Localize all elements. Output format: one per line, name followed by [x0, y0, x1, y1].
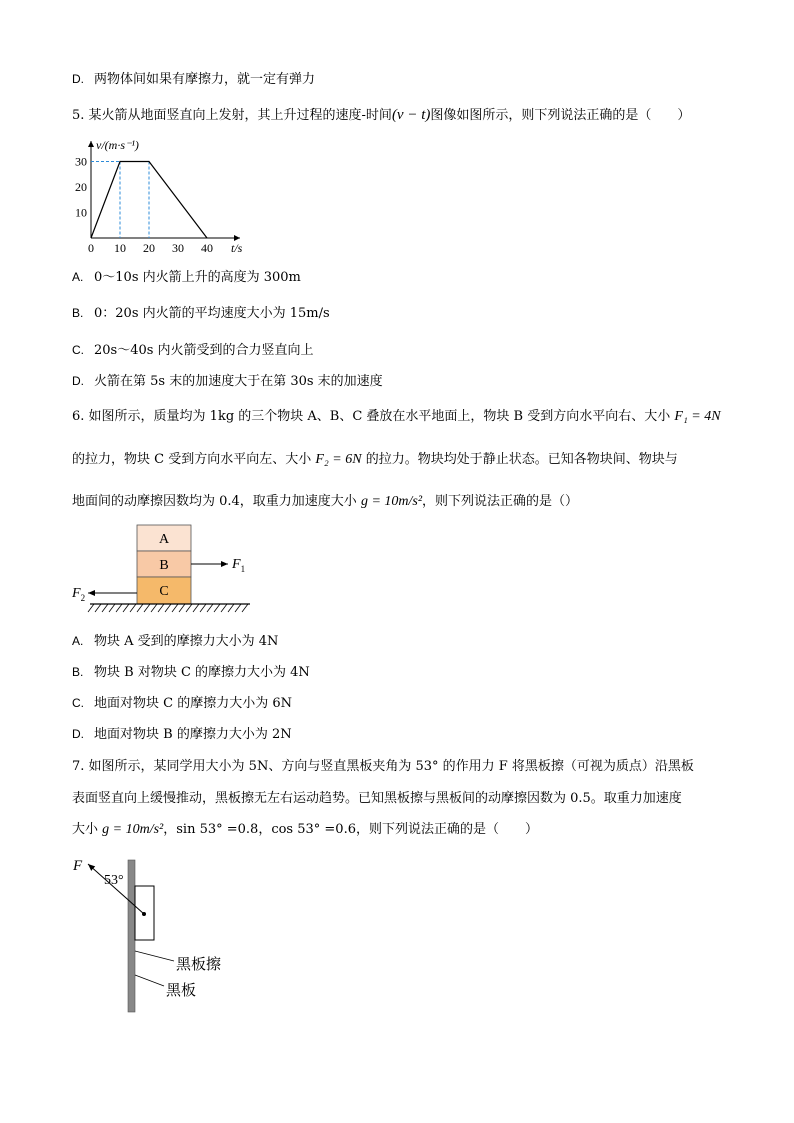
hatch-mark — [116, 604, 122, 612]
q6-eq-f2: F₂ = 6N — [315, 452, 362, 467]
option-label: B. — [72, 306, 84, 320]
option-text: 物块 B 对物块 C 的摩擦力大小为 4N — [94, 665, 310, 680]
q6-eq-f1: F₁ = 4N — [674, 409, 721, 424]
hatch-mark — [144, 604, 150, 612]
x-axis-label: t/s — [231, 241, 243, 255]
option-label: A. — [72, 270, 84, 284]
q6-text: ，则下列说法正确的是（） — [422, 494, 579, 509]
q7-blackboard-figure — [68, 850, 248, 1015]
block-a-label: A — [158, 532, 170, 547]
eraser-label: 黑板擦 — [176, 957, 222, 973]
option-text: 0～10s 内火箭上升的高度为 300m — [94, 270, 301, 285]
hatch-mark — [172, 604, 178, 612]
q5-option-d — [72, 370, 383, 389]
q6-stem-line-1 — [72, 405, 721, 425]
option-label: C. — [72, 696, 84, 710]
q7-text: ，sin 53° =0.8，cos 53° =0.6，则下列说法正确的是（ ） — [163, 822, 538, 837]
q6-option-d — [72, 723, 292, 742]
hatch-mark — [207, 604, 213, 612]
vt-chart — [70, 135, 260, 260]
option-label: D. — [72, 374, 84, 388]
x-tick-label: 10 — [114, 241, 126, 255]
hatch-mark — [193, 604, 199, 612]
force-f-label: F — [73, 858, 83, 874]
hatch-mark — [186, 604, 192, 612]
q7-eq-g: g = 10m/s² — [102, 822, 164, 837]
q5-stem — [72, 104, 690, 124]
q6-blocks-figure — [70, 520, 260, 620]
hatch-mark — [235, 604, 241, 612]
q7-text: 大小 — [72, 822, 99, 837]
q6-text: 6. 如图所示，质量均为 1kg 的三个物块 A、B、C 叠放在水平地面上，物块 B 受到方向水平向右、大小 — [72, 409, 671, 424]
q5-stem-symbol: (v − t) — [391, 107, 431, 123]
hatch-mark — [88, 604, 94, 612]
option-text: 0：20s 内火箭的平均速度大小为 15m/s — [94, 306, 330, 321]
q7-text: 表面竖直向上缓慢推动，黑板擦无左右运动趋势。已知黑板擦与黑板间的动摩擦因数为 0.5。取重力加速度 — [72, 791, 682, 806]
x-tick-label: 20 — [143, 241, 155, 255]
option-text: 两物体间如果有摩擦力，就一定有弹力 — [94, 72, 316, 87]
hatch-mark — [95, 604, 101, 612]
q6-text: 的拉力，物块 C 受到方向水平向左、大小 — [72, 452, 312, 467]
hatch-mark — [137, 604, 143, 612]
x-tick-label: 40 — [201, 241, 213, 255]
block-c-label: C — [159, 584, 169, 599]
q4-option-d — [72, 68, 315, 87]
q6-stem-line-2 — [72, 448, 678, 468]
option-text: 火箭在第 5s 末的加速度大于在第 30s 末的加速度 — [94, 374, 383, 389]
q5-option-c — [72, 339, 314, 358]
hatch-mark — [179, 604, 185, 612]
option-text: 地面对物块 B 的摩擦力大小为 2N — [94, 727, 292, 742]
option-label: A. — [72, 634, 84, 648]
hatch-mark — [109, 604, 115, 612]
blackboard — [128, 860, 135, 1012]
q6-option-b — [72, 661, 310, 680]
option-label: D. — [72, 727, 84, 741]
q6-eq-g: g = 10m/s² — [360, 494, 423, 509]
option-label: C. — [72, 343, 84, 357]
hatch-mark — [221, 604, 227, 612]
q7-text: 7. 如图所示，某同学用大小为 5N、方向与竖直黑板夹角为 53° 的作用力 F 将黑板擦（可视为质点）沿黑板 — [72, 759, 694, 774]
hatch-mark — [165, 604, 171, 612]
hatch-mark — [102, 604, 108, 612]
hatch-mark — [130, 604, 136, 612]
q6-option-a — [72, 630, 278, 649]
option-text: 地面对物块 C 的摩擦力大小为 6N — [94, 696, 292, 711]
x-tick-label: 0 — [88, 241, 94, 255]
ground-hatch — [88, 604, 248, 612]
angle-label: 53° — [104, 873, 124, 888]
hatch-mark — [200, 604, 206, 612]
hatch-mark — [158, 604, 164, 612]
x-tick-label: 30 — [172, 241, 184, 255]
hatch-mark — [123, 604, 129, 612]
q7-stem-line-1 — [72, 755, 694, 774]
q5-option-b — [72, 302, 330, 321]
q7-stem-line-2 — [72, 787, 682, 806]
option-text: 物块 A 受到的摩擦力大小为 4N — [94, 634, 279, 649]
board-label: 黑板 — [166, 983, 197, 999]
q6-text: 地面间的动摩擦因数均为 0.4，取重力加速度大小 — [72, 494, 357, 509]
hatch-mark — [228, 604, 234, 612]
q5-stem-text-2: 图像如图所示，则下列说法正确的是（ ） — [430, 108, 691, 123]
option-label: B. — [72, 665, 84, 679]
hatch-mark — [151, 604, 157, 612]
q6-stem-line-3 — [72, 490, 578, 510]
hatch-mark — [242, 604, 248, 612]
q6-option-c — [72, 692, 292, 711]
option-text: 20s～40s 内火箭受到的合力竖直向上 — [94, 343, 314, 358]
y-tick-label: 30 — [75, 154, 87, 169]
block-b-label: B — [159, 558, 169, 573]
q6-text: 的拉力。物块均处于静止状态。已知各物块间、物块与 — [365, 452, 678, 467]
force-f1-label: $F_1$ — [232, 557, 246, 574]
y-axis-label: v/(m·s⁻¹) — [96, 138, 139, 152]
force-f2-label: $F_2$ — [72, 586, 86, 603]
q7-stem-line-3 — [72, 818, 538, 838]
option-label: D. — [72, 72, 84, 86]
y-tick-label: 10 — [75, 205, 87, 220]
hatch-mark — [214, 604, 220, 612]
y-tick-label: 20 — [75, 180, 87, 194]
q5-stem-text: 5. 某火箭从地面竖直向上发射，其上升过程的速度-时间 — [72, 108, 392, 123]
q5-option-a — [72, 266, 301, 285]
